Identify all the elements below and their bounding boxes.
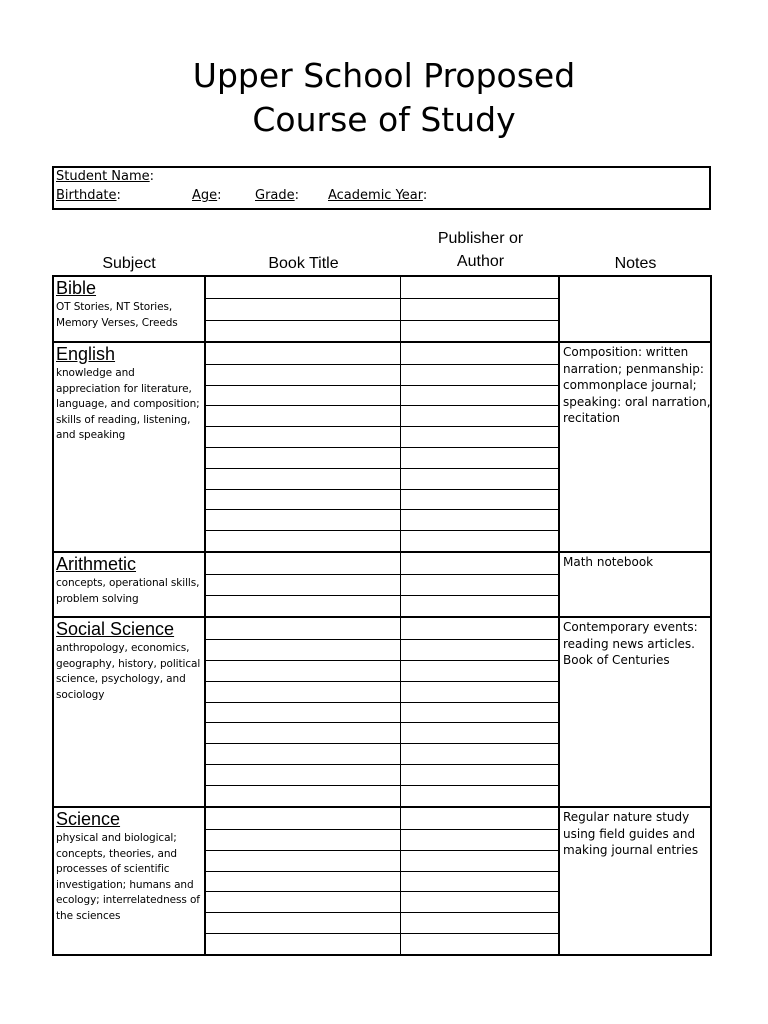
book-title-cell[interactable] <box>206 765 401 785</box>
table-row <box>206 595 560 616</box>
table-row <box>206 343 560 364</box>
book-title-cell[interactable] <box>206 365 401 385</box>
page-title-line2: Course of Study <box>252 100 516 139</box>
table-row <box>206 405 560 426</box>
subject-name: Arithmetic <box>56 554 137 574</box>
book-title-cell[interactable] <box>206 510 401 530</box>
table-row <box>206 509 560 530</box>
table-row <box>206 553 560 574</box>
header-notes: Notes <box>614 255 657 272</box>
table-row <box>206 660 560 681</box>
section-bible <box>54 277 710 341</box>
academic-year-colon: : <box>422 188 428 203</box>
book-title-cell[interactable] <box>206 469 401 489</box>
book-title-cell[interactable] <box>206 934 401 954</box>
student-name-colon: : <box>149 169 155 184</box>
table-row <box>206 277 560 298</box>
section-english <box>54 341 710 553</box>
table-row <box>206 850 560 871</box>
table-row <box>206 426 560 447</box>
notes-cell: Composition: written narration; penmanship: commonplace journal; speaking: oral narration, recitation <box>563 345 711 425</box>
section-science <box>54 806 710 956</box>
header-subject: Subject <box>102 255 156 272</box>
publisher-cell[interactable] <box>401 469 560 489</box>
book-title-cell[interactable] <box>206 786 401 806</box>
publisher-cell[interactable] <box>401 386 560 405</box>
table-row <box>206 808 560 829</box>
subject-cell <box>54 808 206 956</box>
book-title-cell[interactable] <box>206 277 401 298</box>
table-row <box>206 447 560 468</box>
book-title-cell[interactable] <box>206 299 401 320</box>
book-title-cell[interactable] <box>206 618 401 639</box>
book-title-cell[interactable] <box>206 406 401 426</box>
book-title-cell[interactable] <box>206 703 401 722</box>
publisher-cell[interactable] <box>401 406 560 426</box>
subject-cell <box>54 618 206 808</box>
student-info-box <box>52 166 711 210</box>
subject-description: OT Stories, NT Stories, Memory Verses, Creeds <box>56 301 178 329</box>
table-row <box>206 489 560 509</box>
book-title-cell[interactable] <box>206 386 401 405</box>
publisher-cell[interactable] <box>401 321 560 341</box>
age-colon: : <box>217 188 222 203</box>
publisher-cell[interactable] <box>401 553 560 574</box>
subject-description: physical and biological; concepts, theories, and processes of scientific investigation; humans and ecology; interrelatedness of the sciences <box>56 832 200 922</box>
notes-cell: Math notebook <box>563 555 654 569</box>
subject-name: Science <box>56 809 121 829</box>
student-name-row <box>56 169 154 184</box>
publisher-cell[interactable] <box>401 892 560 912</box>
grade-label: Grade <box>255 188 295 203</box>
age-field <box>192 188 222 203</box>
birthdate-label: Birthdate <box>56 188 117 203</box>
table-row <box>206 574 560 595</box>
header-publisher-line1: Publisher or <box>437 230 524 247</box>
table-row <box>206 468 560 489</box>
entry-rows <box>206 553 560 618</box>
subject-name: Bible <box>56 278 97 298</box>
table-row <box>206 618 560 639</box>
publisher-cell[interactable] <box>401 808 560 829</box>
subject-cell <box>54 343 206 553</box>
book-title-cell[interactable] <box>206 808 401 829</box>
table-row <box>206 743 560 764</box>
subject-name: English <box>56 344 116 364</box>
table-row <box>206 530 560 551</box>
publisher-cell[interactable] <box>401 575 560 595</box>
subject-name: Social Science <box>56 619 175 639</box>
book-title-cell[interactable] <box>206 723 401 743</box>
publisher-cell[interactable] <box>401 427 560 447</box>
book-title-cell[interactable] <box>206 490 401 509</box>
publisher-cell[interactable] <box>401 703 560 722</box>
publisher-cell[interactable] <box>401 531 560 551</box>
publisher-cell[interactable] <box>401 830 560 850</box>
publisher-cell[interactable] <box>401 765 560 785</box>
publisher-cell[interactable] <box>401 661 560 681</box>
section-social-science <box>54 616 710 808</box>
table-row <box>206 912 560 933</box>
page-title-line1: Upper School Proposed <box>192 56 576 95</box>
book-title-cell[interactable] <box>206 321 401 341</box>
academic-year-field <box>328 188 427 203</box>
book-title-cell[interactable] <box>206 892 401 912</box>
publisher-cell[interactable] <box>401 872 560 891</box>
section-arithmetic <box>54 551 710 618</box>
entry-rows <box>206 343 560 553</box>
subject-cell <box>54 277 206 341</box>
table-row <box>206 722 560 743</box>
header-book-title: Book Title <box>268 255 339 272</box>
table-row <box>206 933 560 954</box>
publisher-cell[interactable] <box>401 934 560 954</box>
entry-rows <box>206 618 560 808</box>
book-title-cell[interactable] <box>206 851 401 871</box>
publisher-cell[interactable] <box>401 365 560 385</box>
table-row <box>206 702 560 722</box>
table-row <box>206 871 560 891</box>
table-row <box>206 785 560 806</box>
subject-cell <box>54 553 206 618</box>
book-title-cell[interactable] <box>206 531 401 551</box>
book-title-cell[interactable] <box>206 343 401 364</box>
publisher-cell[interactable] <box>401 640 560 660</box>
subject-description: knowledge and appreciation for literature, language, and composition; skills of reading, listening, and speaking <box>56 367 200 441</box>
book-title-cell[interactable] <box>206 596 401 616</box>
book-title-cell[interactable] <box>206 640 401 660</box>
book-title-cell[interactable] <box>206 575 401 595</box>
book-title-cell[interactable] <box>206 744 401 764</box>
book-title-cell[interactable] <box>206 553 401 574</box>
table-row <box>206 364 560 385</box>
age-label: Age <box>192 188 218 203</box>
publisher-cell[interactable] <box>401 682 560 702</box>
entry-rows <box>206 277 560 341</box>
publisher-cell[interactable] <box>401 723 560 743</box>
header-publisher-line2: Author <box>456 253 505 270</box>
book-title-cell[interactable] <box>206 830 401 850</box>
book-title-cell[interactable] <box>206 427 401 447</box>
grade-colon: : <box>294 188 300 203</box>
academic-year-label: Academic Year <box>328 188 423 203</box>
table-row <box>206 829 560 850</box>
entry-rows <box>206 808 560 956</box>
table-row <box>206 298 560 320</box>
student-name-label: Student Name <box>56 169 150 184</box>
publisher-cell[interactable] <box>401 596 560 616</box>
table-row <box>206 764 560 785</box>
publisher-cell[interactable] <box>401 299 560 320</box>
publisher-cell[interactable] <box>401 786 560 806</box>
publisher-cell[interactable] <box>401 851 560 871</box>
book-title-cell[interactable] <box>206 913 401 933</box>
book-title-cell[interactable] <box>206 661 401 681</box>
publisher-cell[interactable] <box>401 490 560 509</box>
table-row <box>206 639 560 660</box>
table-row <box>206 385 560 405</box>
book-title-cell[interactable] <box>206 448 401 468</box>
book-title-cell[interactable] <box>206 872 401 891</box>
publisher-cell[interactable] <box>401 744 560 764</box>
subject-description: concepts, operational skills, problem solving <box>56 577 200 605</box>
publisher-cell[interactable] <box>401 618 560 639</box>
birthdate-field <box>56 188 121 203</box>
publisher-cell[interactable] <box>401 913 560 933</box>
publisher-cell[interactable] <box>401 448 560 468</box>
notes-cell: Contemporary events: reading news articles. Book of Centuries <box>563 620 698 667</box>
subject-description: anthropology, economics, geography, history, political science, psychology, and sociology <box>56 642 201 701</box>
notes-cell: Regular nature study using field guides and making journal entries <box>563 810 699 857</box>
table-row <box>206 891 560 912</box>
grade-field <box>255 188 299 203</box>
table-row <box>206 320 560 341</box>
table-row <box>206 681 560 702</box>
course-table <box>52 275 712 956</box>
publisher-cell[interactable] <box>401 510 560 530</box>
publisher-cell[interactable] <box>401 277 560 298</box>
book-title-cell[interactable] <box>206 682 401 702</box>
birthdate-colon: : <box>116 188 121 203</box>
publisher-cell[interactable] <box>401 343 560 364</box>
